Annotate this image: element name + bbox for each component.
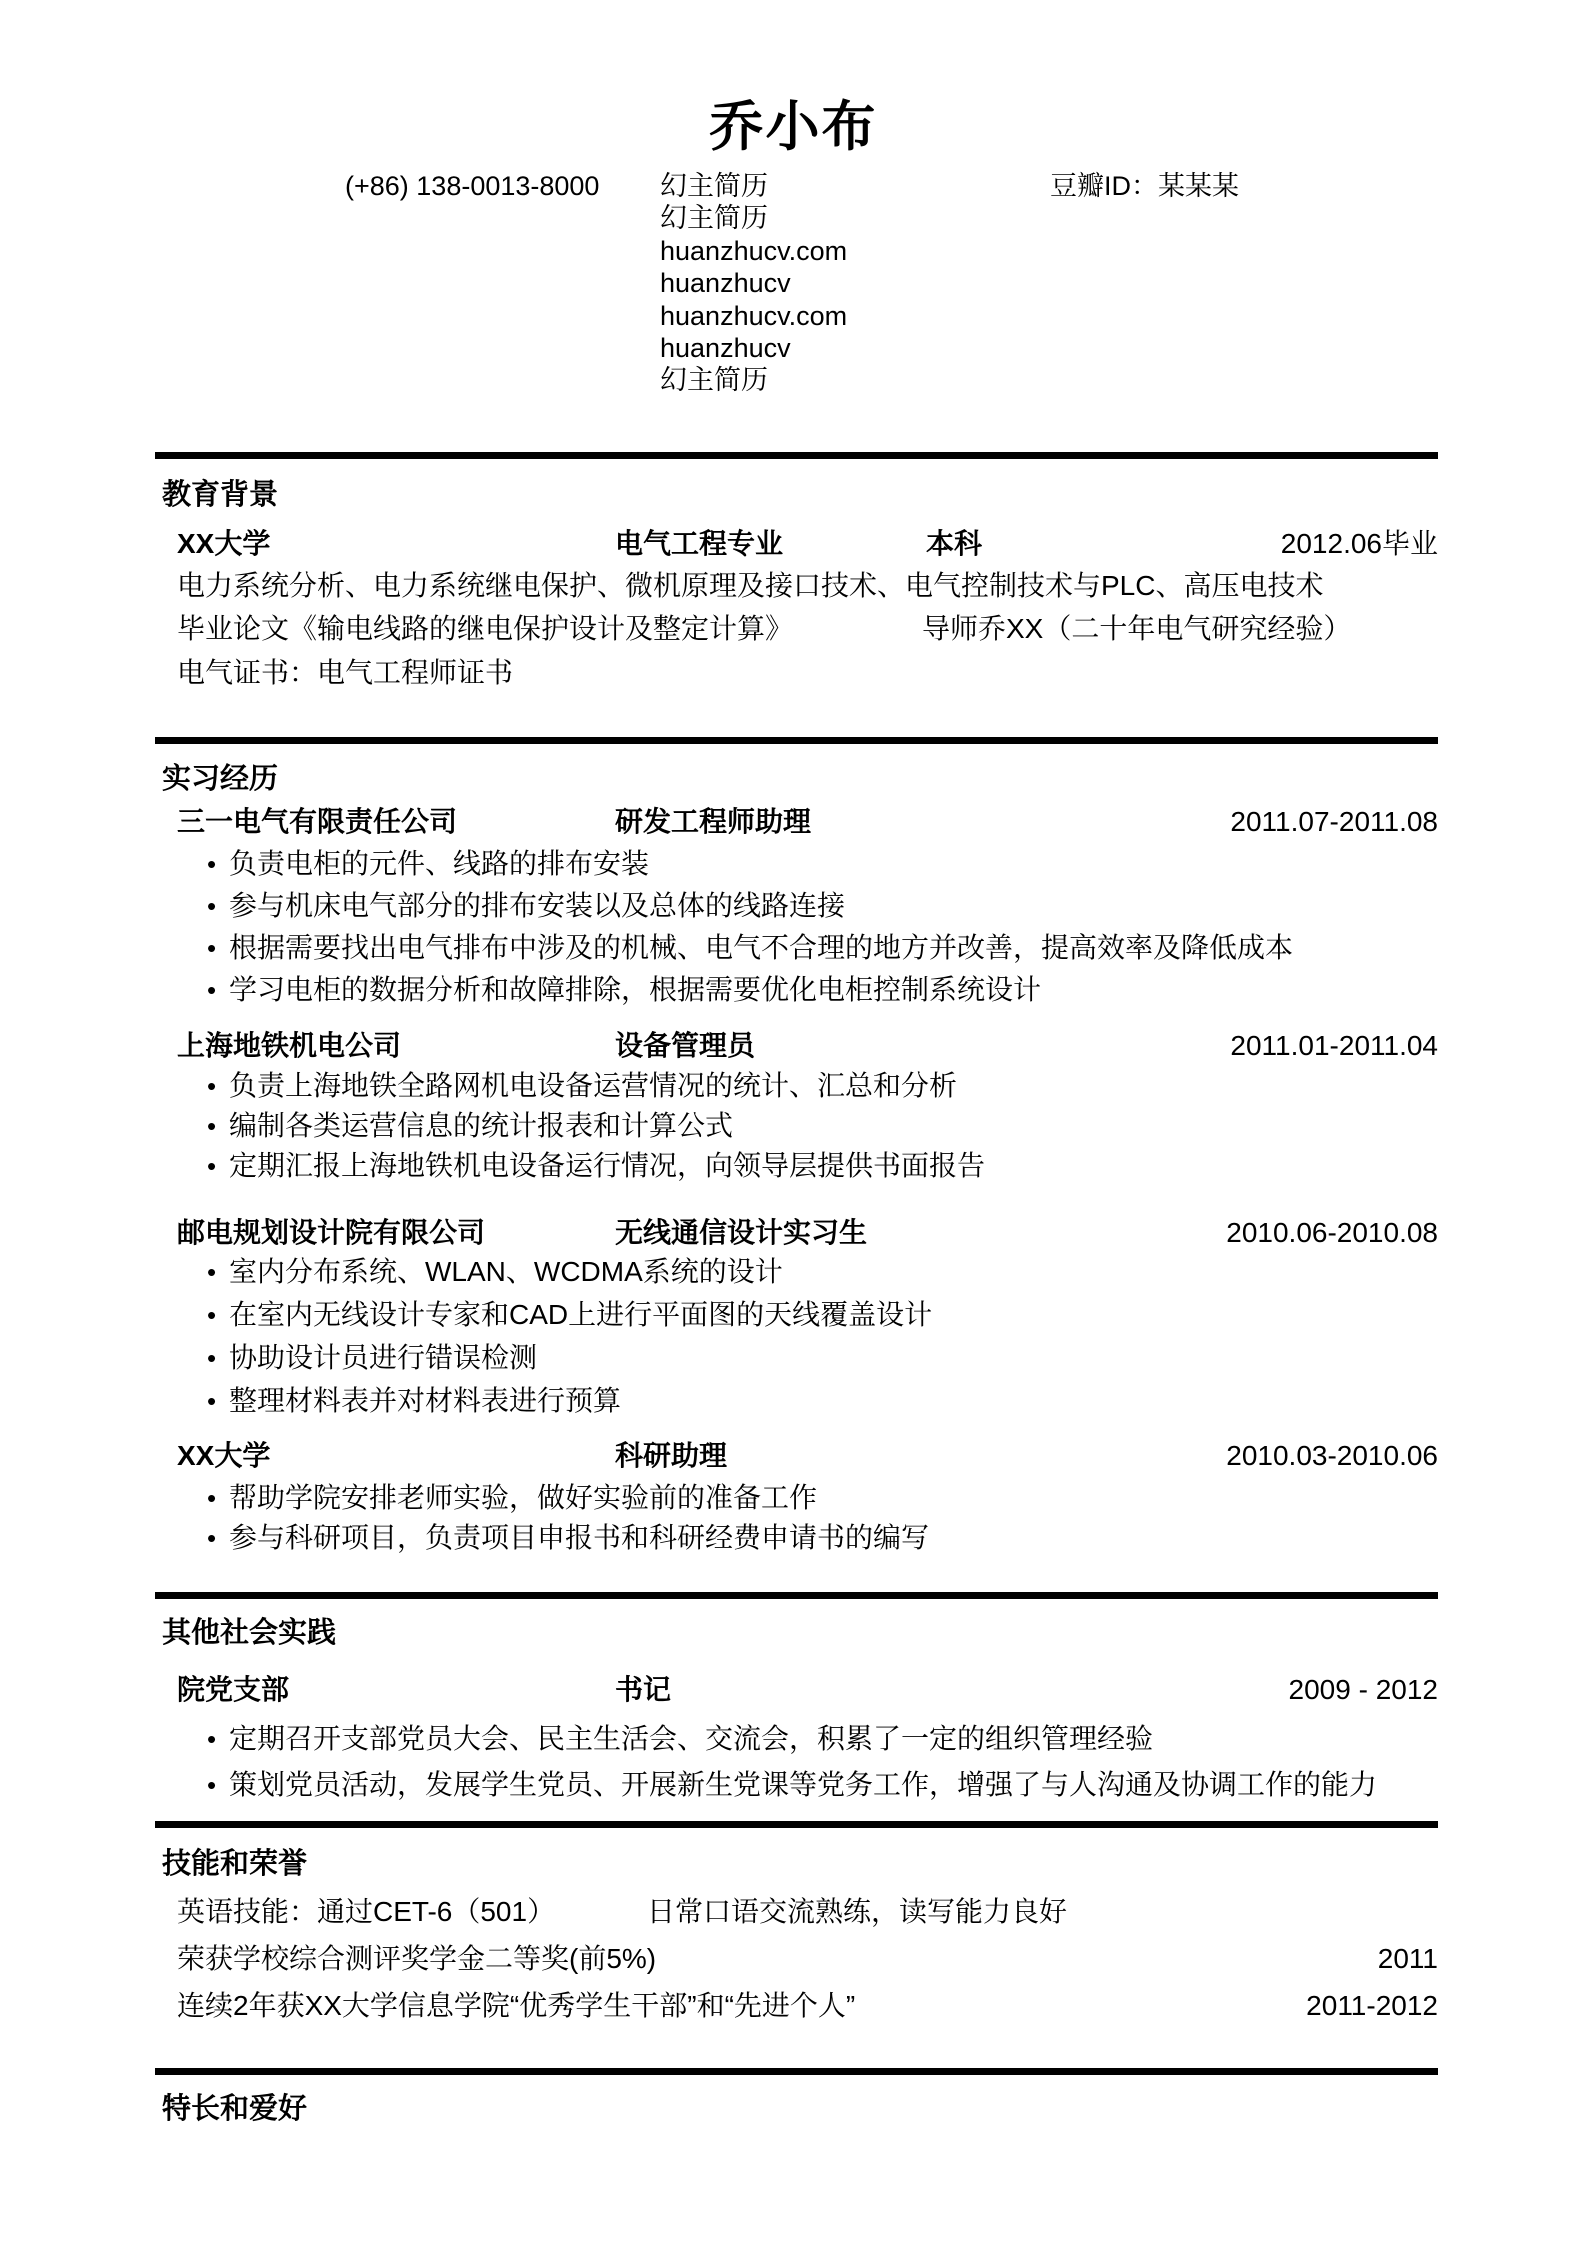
bullet-item bbox=[177, 847, 1438, 881]
job-entry-header bbox=[177, 805, 1438, 839]
honor-text: 荣获学校综合测评奖学金二等奖(前5%) bbox=[177, 1943, 657, 1974]
contact-line: 幻主简历 bbox=[660, 203, 768, 234]
thesis-text: 毕业论文《输电线路的继电保护设计及整定计算》 bbox=[177, 613, 794, 644]
bullet-item bbox=[177, 1069, 1438, 1103]
contact-line: huanzhucv bbox=[660, 268, 791, 299]
douban-id: 豆瓣ID：某某某 bbox=[1050, 171, 1239, 201]
social-entry-header bbox=[177, 1673, 1438, 1707]
english-skill-desc: 日常口语交流熟练，读写能力良好 bbox=[647, 1896, 1068, 1927]
english-skill-label: 英语技能：通过CET-6（501） bbox=[177, 1896, 556, 1927]
section-divider bbox=[155, 1821, 1438, 1828]
english-skill-line bbox=[177, 1895, 1438, 1929]
honor-date: 2011-2012 bbox=[1306, 1990, 1438, 2021]
bullet-text: 策划党员活动，发展学生党员、开展新生党课等党务工作，增强了与人沟通及协调工作的能力 bbox=[229, 1769, 1378, 1800]
bullet-text: 参与科研项目，负责项目申报书和科研经费申请书的编写 bbox=[229, 1522, 930, 1553]
section-title-hobbies: 特长和爱好 bbox=[162, 2093, 308, 2125]
bullet-text: 协助设计员进行错误检测 bbox=[229, 1342, 538, 1373]
bullet-text: 学习电柜的数据分析和故障排除，根据需要优化电柜控制系统设计 bbox=[229, 974, 1042, 1005]
graduation-date: 2012.06毕业 bbox=[1280, 528, 1438, 559]
bullet-item bbox=[177, 1768, 1438, 1802]
degree: 本科 bbox=[926, 528, 983, 559]
bullet-text: 整理材料表并对材料表进行预算 bbox=[229, 1385, 622, 1416]
thesis-line bbox=[177, 612, 1438, 646]
position-title: 书记 bbox=[615, 1674, 672, 1705]
bullet-item bbox=[177, 1722, 1438, 1756]
job-title: 设备管理员 bbox=[615, 1030, 756, 1061]
bullet-text: 室内分布系统、WLAN、WCDMA系统的设计 bbox=[229, 1256, 783, 1287]
bullet-item bbox=[177, 889, 1438, 923]
bullet-item bbox=[177, 1109, 1438, 1143]
section-divider bbox=[155, 2068, 1438, 2075]
bullet-text: 负责电柜的元件、线路的排布安装 bbox=[229, 848, 650, 879]
section-divider bbox=[155, 452, 1438, 459]
organization-name: 院党支部 bbox=[177, 1674, 290, 1705]
bullet-text: 负责上海地铁全路网机电设备运营情况的统计、汇总和分析 bbox=[229, 1070, 958, 1101]
certificate-line: 电气证书：电气工程师证书 bbox=[177, 657, 514, 688]
company-name: 三一电气有限责任公司 bbox=[177, 806, 458, 837]
education-entry-header bbox=[177, 527, 1438, 561]
bullet-item bbox=[177, 931, 1438, 965]
honor-text: 连续2年获XX大学信息学院“优秀学生干部”和“先进个人” bbox=[177, 1990, 856, 2021]
section-title-social: 其他社会实践 bbox=[162, 1617, 337, 1649]
company-name: XX大学 bbox=[177, 1440, 271, 1471]
section-title-skills: 技能和荣誉 bbox=[162, 1848, 308, 1880]
honor-date: 2011 bbox=[1377, 1943, 1438, 1974]
company-name: 上海地铁机电公司 bbox=[177, 1030, 402, 1061]
bullet-text: 定期召开支部党员大会、民主生活会、交流会，积累了一定的组织管理经验 bbox=[229, 1723, 1154, 1754]
company-name: 邮电规划设计院有限公司 bbox=[177, 1217, 486, 1248]
bullet-text: 在室内无线设计专家和CAD上进行平面图的天线覆盖设计 bbox=[229, 1299, 933, 1330]
job-date: 2010.06-2010.08 bbox=[1226, 1217, 1438, 1248]
section-divider bbox=[155, 1592, 1438, 1599]
major: 电气工程专业 bbox=[615, 528, 784, 559]
bullet-item bbox=[177, 1384, 1438, 1418]
job-date: 2011.01-2011.04 bbox=[1230, 1030, 1438, 1061]
contact-line: 幻主简历 bbox=[660, 365, 768, 396]
bullet-text: 编制各类运营信息的统计报表和计算公式 bbox=[229, 1110, 734, 1141]
bullet-text: 参与机床电气部分的排布安装以及总体的线路连接 bbox=[229, 890, 846, 921]
honor-line bbox=[177, 1989, 1438, 2023]
job-date: 2010.03-2010.06 bbox=[1226, 1440, 1438, 1471]
bullet-text: 定期汇报上海地铁机电设备运行情况，向领导层提供书面报告 bbox=[229, 1150, 986, 1181]
school-name: XX大学 bbox=[177, 528, 271, 559]
bullet-item bbox=[177, 1481, 1438, 1515]
bullet-item bbox=[177, 1521, 1438, 1555]
advisor-text: 导师乔XX（二十年电气研究经验） bbox=[922, 613, 1352, 644]
job-date: 2011.07-2011.08 bbox=[1230, 806, 1438, 837]
position-date: 2009 - 2012 bbox=[1288, 1674, 1438, 1705]
contact-line: huanzhucv.com bbox=[660, 235, 848, 266]
contact-line: 幻主简历 bbox=[660, 171, 768, 201]
bullet-item bbox=[177, 1298, 1438, 1332]
bullet-item bbox=[177, 1255, 1438, 1289]
bullet-item bbox=[177, 973, 1438, 1007]
courses-line: 电力系统分析、电力系统继电保护、微机原理及接口技术、电气控制技术与PLC、高压电技术 bbox=[177, 570, 1324, 601]
phone-number: (+86) 138-0013-8000 bbox=[345, 171, 600, 201]
job-title: 科研助理 bbox=[615, 1440, 728, 1471]
job-entry-header bbox=[177, 1029, 1438, 1063]
bullet-text: 根据需要找出电气排布中涉及的机械、电气不合理的地方并改善，提高效率及降低成本 bbox=[229, 932, 1294, 963]
job-title: 无线通信设计实习生 bbox=[615, 1217, 868, 1248]
section-title-experience: 实习经历 bbox=[162, 763, 279, 795]
section-divider bbox=[155, 737, 1438, 744]
job-title: 研发工程师助理 bbox=[615, 806, 812, 837]
bullet-item bbox=[177, 1341, 1438, 1375]
bullet-text: 帮助学院安排老师实验，做好实验前的准备工作 bbox=[229, 1482, 818, 1513]
candidate-name: 乔小布 bbox=[709, 97, 878, 157]
contact-line: huanzhucv bbox=[660, 333, 791, 364]
job-entry-header bbox=[177, 1216, 1438, 1250]
contact-links bbox=[660, 170, 847, 397]
bullet-item bbox=[177, 1149, 1438, 1183]
section-title-education: 教育背景 bbox=[162, 479, 279, 511]
contact-line: huanzhucv.com bbox=[660, 300, 848, 331]
job-entry-header bbox=[177, 1439, 1438, 1473]
honor-line bbox=[177, 1942, 1438, 1976]
